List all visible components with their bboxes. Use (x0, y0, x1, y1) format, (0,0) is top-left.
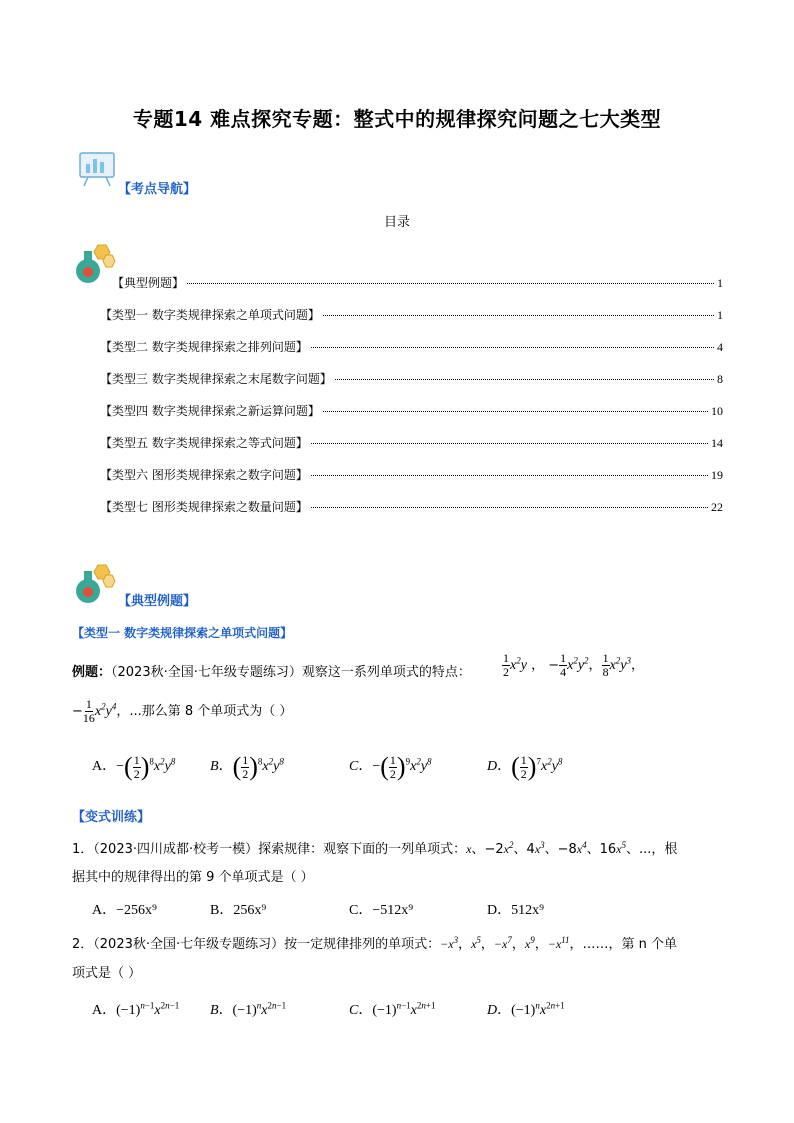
toc-item-label: 【类型三 数字类规律探索之末尾数字问题】 (100, 372, 332, 386)
toc-item-label: 【类型七 图形类规律探索之数量问题】 (100, 500, 308, 514)
toc-leader-dots (323, 315, 714, 316)
q2-text: 2．（2023秋·全国·七年级专题练习）按一定规律排列的单项式： (72, 937, 441, 952)
toc-item[interactable] (100, 498, 723, 514)
example-option-c: C．−( $\frac{1}{2}$ )$^9x^2y^8$ (349, 752, 432, 781)
example-continue: ，...那么第 8 个单项式为（ ） (116, 704, 293, 719)
toc-item-label: 【类型二 数字类规律探索之排列问题】 (100, 340, 308, 354)
toc-item-page: 14 (711, 436, 723, 450)
toc-item-page: 10 (711, 404, 723, 418)
toc-item[interactable] (100, 338, 723, 354)
toc-leader-dots (311, 347, 714, 348)
example-option-d: D．( $\frac{1}{2}$ )$^7x^2y^8$ (487, 752, 563, 781)
q1-option-d: D．512x⁹ (487, 903, 544, 918)
q2-option-c: C．$(-1)^{n-1}x^{2n+1}$ (349, 1000, 436, 1018)
example-line-2: − $\frac{1}{16}$ $x^2y^4$，...那么第 8 个单项式为（ ） (72, 697, 293, 725)
example-line (72, 661, 471, 680)
q1-option-b: B．256x⁹ (210, 903, 267, 918)
toc-heading: 目录 (383, 215, 410, 230)
toc-leader-dots (311, 475, 708, 476)
variant-heading: 【变式训练】 (72, 810, 151, 825)
example-prefix: 例题： (72, 665, 112, 680)
toc-item-page: 19 (711, 468, 723, 482)
q2-option-b: B．$(-1)^nx^{2n-1}$ (210, 1000, 287, 1018)
toc-item-label: 【类型一 数字类规律探索之单项式问题】 (100, 308, 320, 322)
toc-item[interactable] (100, 370, 723, 386)
page-title: 专题14 难点探究专题：整式中的规律探究问题之七大类型 (132, 107, 662, 131)
flask-icon (72, 563, 116, 605)
toc-item-label: 【类型四 数字类规律探索之新运算问题】 (100, 404, 320, 418)
q2-option-a: A．$(-1)^{n-1}x^{2n-1}$ (92, 1000, 180, 1018)
toc-leader-dots (187, 283, 714, 284)
q1-line1: 1．（2023·四川成都·校考一模）探索规律：观察下面的一列单项式：x、$-2x^2$、$4x^3$、$-8x^4$、$16x^5$、...，根 (72, 840, 678, 857)
q1-option-a: A．−256x⁹ (92, 903, 157, 918)
q1-line2: 据其中的规律得出的第 9 个单项式是（ ） (72, 870, 314, 885)
example-text: （2023秋·全国·七年级专题练习）观察这一系列单项式的特点： (111, 665, 471, 680)
nav-heading: 【考点导航】 (118, 182, 197, 197)
toc-leader-dots (323, 411, 708, 412)
toc-item[interactable] (100, 402, 723, 418)
toc-item-label: 【类型六 图形类规律探索之数字问题】 (100, 468, 308, 482)
q2-option-d: D．$(-1)^nx^{2n+1}$ (487, 1000, 565, 1018)
type1-heading: 【类型一 数字类规律探索之单项式问题】 (72, 626, 293, 640)
toc-item-page: 8 (717, 372, 723, 386)
toc-leader-dots (311, 443, 708, 444)
toc-item-page: 1 (717, 308, 723, 322)
toc-leader-dots (311, 507, 708, 508)
q1-text: 1．（2023·四川成都·校考一模）探索规律：观察下面的一列单项式： (72, 842, 467, 857)
q2-line1: 2．（2023秋·全国·七年级专题练习）按一定规律排列的单项式：$-x^3$，$x^5$，$-x^7$，$x^9$，$-x^{11}$，……，第 n 个单 (72, 935, 678, 952)
toc-leader-dots (335, 379, 714, 380)
toc-item-label: 【类型五 数字类规律探索之等式问题】 (100, 436, 308, 450)
example-option-b: B．( $\frac{1}{2}$ )$^8x^2y^8$ (210, 752, 284, 781)
toc-item[interactable] (100, 306, 723, 322)
toc-item-page: 4 (717, 340, 723, 354)
example-option-a: A．−( $\frac{1}{2}$ )$^8x^2y^8$ (92, 752, 176, 781)
presentation-board-icon (76, 150, 120, 188)
q1-option-c: C．−512x⁹ (349, 903, 414, 918)
toc-item[interactable] (100, 466, 723, 482)
example-terms: $\frac{1}{2}$ $x^2y$ ， − $\frac{1}{4}$ $x^2y^2$， $\frac{1}{8}$ $x^2y^3$， (503, 651, 645, 679)
q1-text-end: ，根 (651, 842, 678, 857)
q2-line2: 项式是（ ） (72, 966, 142, 981)
toc-item[interactable] (112, 274, 723, 290)
toc-item-label: 【典型例题】 (112, 276, 185, 290)
toc-item-page: 1 (717, 276, 723, 290)
toc-item[interactable] (100, 434, 723, 450)
toc-item-page: 22 (711, 500, 723, 514)
q2-text-end: ，……，第 n 个单 (569, 937, 678, 952)
section-heading: 【典型例题】 (118, 594, 197, 609)
flask-icon (72, 243, 116, 285)
